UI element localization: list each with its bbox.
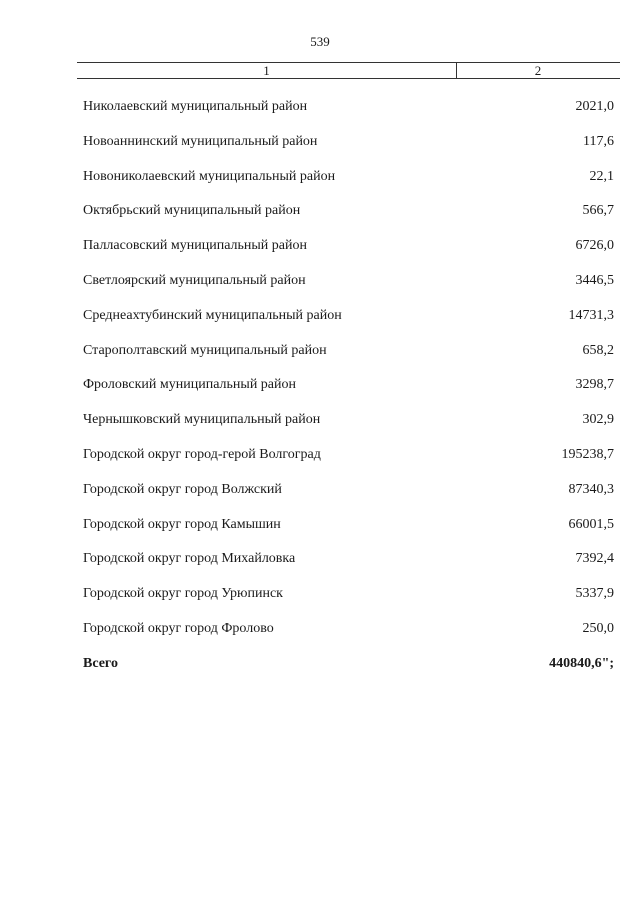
total-value: 440840,6"; [549,655,614,671]
row-name: Чернышковский муниципальный район [83,412,321,428]
row-value: 22,1 [589,168,614,184]
row-value: 2021,0 [575,99,614,114]
row-name: Городской округ город Урюпинск [83,586,283,602]
row-name: Палласовский муниципальный район [83,238,307,254]
table-row [0,127,640,162]
table-row [0,475,640,510]
table-row [0,579,640,614]
row-value: 7392,4 [575,551,614,567]
row-value: 566,7 [582,203,614,219]
table-row [0,92,640,127]
row-name: Светлоярский муниципальный район [83,272,306,288]
row-name: Фроловский муниципальный район [83,377,297,393]
row-name: Октябрьский муниципальный район [83,203,301,219]
table-row [0,266,640,301]
table-row [0,301,640,336]
row-name: Среднеахтубинский муниципальный район [83,307,342,323]
column-header-2: 2 [534,63,542,78]
row-name: Николаевский муниципальный район [83,99,308,114]
row-name: Городской округ город Камышин [83,516,281,532]
row-name: Новониколаевский муниципальный район [83,168,336,184]
total-label: Всего [83,655,118,671]
row-value: 117,6 [583,133,614,149]
row-value: 5337,9 [575,586,614,602]
row-name: Старополтавский муниципальный район [83,342,327,358]
column-header-1: 1 [263,63,270,78]
table-row [0,370,640,405]
row-value: 302,9 [582,412,614,428]
row-value: 195238,7 [561,446,614,462]
row-value: 66001,5 [568,516,614,532]
row-name: Городской округ город Михайловка [83,551,296,567]
row-value: 87340,3 [568,481,614,497]
page-number: 539 [310,34,330,49]
table-row [0,405,640,440]
table-body [0,92,640,684]
row-value: 14731,3 [568,307,614,323]
table-row [0,196,640,231]
table-row [0,544,640,579]
total-row [0,649,640,684]
header-bottom-rule [77,78,620,79]
table-row [0,162,640,197]
table-row [0,614,640,649]
row-value: 658,2 [582,342,614,358]
table-row [0,336,640,371]
table-row [0,440,640,475]
table-row [0,231,640,266]
row-name: Городской округ город Фролово [83,620,274,636]
row-name: Городской округ город Волжский [83,481,282,497]
row-value: 6726,0 [575,238,614,254]
row-value: 3298,7 [575,377,614,393]
row-name: Городской округ город-герой Волгоград [83,446,321,462]
row-name: Новоаннинский муниципальный район [83,133,318,149]
table-row [0,510,640,545]
row-value: 3446,5 [575,272,614,288]
row-value: 250,0 [582,620,614,636]
